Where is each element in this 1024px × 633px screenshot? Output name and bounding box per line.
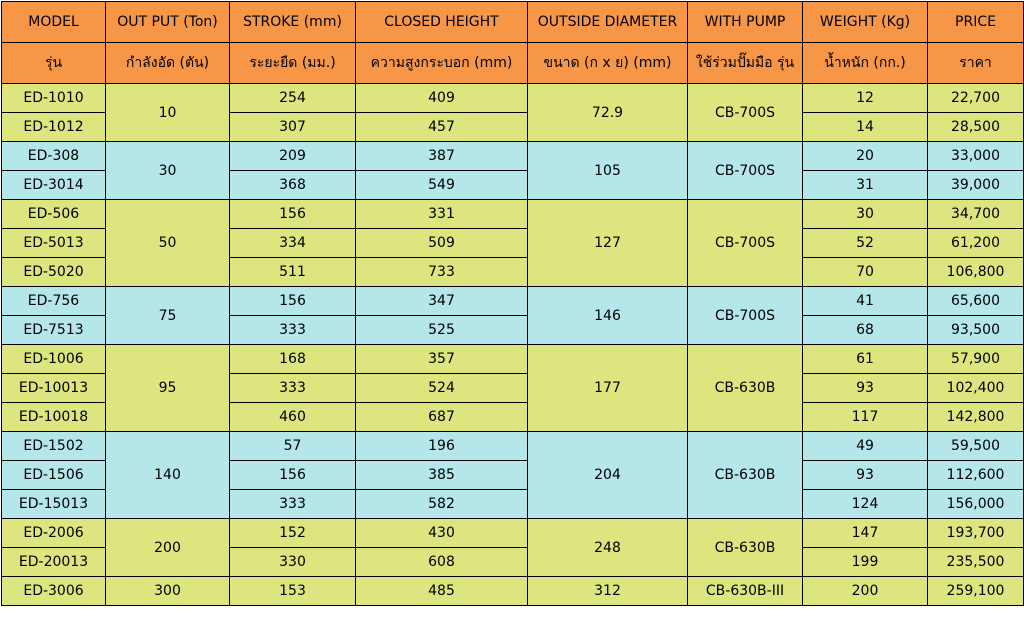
pump-cell: CB-630B [688,432,803,519]
header-output-th: กำลังอัด (ตัน) [106,43,230,84]
table-row [2,519,1024,548]
closed-height-cell: 457 [356,113,528,142]
stroke-cell: 333 [230,374,356,403]
model-cell: ED-3014 [2,171,106,200]
weight-cell: 199 [803,548,928,577]
price-cell: 142,800 [928,403,1024,432]
header-closed-height-th: ความสูงกระบอก (mm) [356,43,528,84]
stroke-cell: 460 [230,403,356,432]
pump-cell: CB-630B [688,345,803,432]
price-cell: 39,000 [928,171,1024,200]
weight-cell: 93 [803,374,928,403]
model-cell: ED-1506 [2,461,106,490]
header-output: OUT PUT (Ton) [106,2,230,43]
weight-cell: 124 [803,490,928,519]
header-weight-th: น้ำหนัก (กก.) [803,43,928,84]
weight-cell: 61 [803,345,928,374]
diameter-cell: 204 [528,432,688,519]
price-cell: 59,500 [928,432,1024,461]
model-cell: ED-3006 [2,577,106,606]
model-cell: ED-10018 [2,403,106,432]
closed-height-cell: 524 [356,374,528,403]
price-cell: 28,500 [928,113,1024,142]
price-cell: 193,700 [928,519,1024,548]
weight-cell: 14 [803,113,928,142]
pump-cell: CB-630B-III [688,577,803,606]
closed-height-cell: 608 [356,548,528,577]
price-cell: 235,500 [928,548,1024,577]
output-cell: 200 [106,519,230,577]
closed-height-cell: 409 [356,84,528,113]
weight-cell: 52 [803,229,928,258]
model-cell: ED-308 [2,142,106,171]
closed-height-cell: 733 [356,258,528,287]
weight-cell: 49 [803,432,928,461]
diameter-cell: 105 [528,142,688,200]
output-cell: 75 [106,287,230,345]
price-cell: 61,200 [928,229,1024,258]
pump-cell: CB-700S [688,200,803,287]
stroke-cell: 307 [230,113,356,142]
closed-height-cell: 331 [356,200,528,229]
weight-cell: 31 [803,171,928,200]
stroke-cell: 57 [230,432,356,461]
header-pump: WITH PUMP [688,2,803,43]
closed-height-cell: 357 [356,345,528,374]
header-row-en [2,2,1024,43]
model-cell: ED-15013 [2,490,106,519]
closed-height-cell: 509 [356,229,528,258]
price-cell: 22,700 [928,84,1024,113]
model-cell: ED-1502 [2,432,106,461]
stroke-cell: 368 [230,171,356,200]
stroke-cell: 168 [230,345,356,374]
closed-height-cell: 347 [356,287,528,316]
price-cell: 259,100 [928,577,1024,606]
stroke-cell: 334 [230,229,356,258]
closed-height-cell: 387 [356,142,528,171]
weight-cell: 200 [803,577,928,606]
header-price: PRICE [928,2,1024,43]
closed-height-cell: 385 [356,461,528,490]
stroke-cell: 254 [230,84,356,113]
weight-cell: 30 [803,200,928,229]
pump-cell: CB-700S [688,142,803,200]
header-stroke: STROKE (mm) [230,2,356,43]
diameter-cell: 127 [528,200,688,287]
closed-height-cell: 687 [356,403,528,432]
closed-height-cell: 430 [356,519,528,548]
stroke-cell: 209 [230,142,356,171]
pump-cell: CB-700S [688,287,803,345]
price-cell: 33,000 [928,142,1024,171]
output-cell: 300 [106,577,230,606]
header-price-th: ราคา [928,43,1024,84]
price-cell: 102,400 [928,374,1024,403]
pump-cell: CB-700S [688,84,803,142]
output-cell: 95 [106,345,230,432]
weight-cell: 20 [803,142,928,171]
table-row [2,142,1024,171]
weight-cell: 12 [803,84,928,113]
output-cell: 50 [106,200,230,287]
model-cell: ED-756 [2,287,106,316]
diameter-cell: 177 [528,345,688,432]
header-weight: WEIGHT (Kg) [803,2,928,43]
stroke-cell: 153 [230,577,356,606]
header-closed-height: CLOSED HEIGHT [356,2,528,43]
pump-cell: CB-630B [688,519,803,577]
table-row [2,200,1024,229]
header-pump-th: ใช้ร่วมปั๊มมือ รุ่น [688,43,803,84]
stroke-cell: 511 [230,258,356,287]
stroke-cell: 330 [230,548,356,577]
closed-height-cell: 485 [356,577,528,606]
model-cell: ED-2006 [2,519,106,548]
table-body [2,84,1024,606]
stroke-cell: 156 [230,200,356,229]
table-row [2,287,1024,316]
header-outside-diameter-th: ขนาด (ก x ย) (mm) [528,43,688,84]
closed-height-cell: 582 [356,490,528,519]
header-model: MODEL [2,2,106,43]
price-cell: 65,600 [928,287,1024,316]
weight-cell: 41 [803,287,928,316]
closed-height-cell: 525 [356,316,528,345]
header-stroke-th: ระยะยืด (มม.) [230,43,356,84]
stroke-cell: 156 [230,461,356,490]
model-cell: ED-506 [2,200,106,229]
model-cell: ED-10013 [2,374,106,403]
stroke-cell: 333 [230,490,356,519]
model-cell: ED-7513 [2,316,106,345]
header-model-th: รุ่น [2,43,106,84]
price-cell: 34,700 [928,200,1024,229]
diameter-cell: 248 [528,519,688,577]
stroke-cell: 156 [230,287,356,316]
model-cell: ED-1010 [2,84,106,113]
model-cell: ED-20013 [2,548,106,577]
diameter-cell: 72.9 [528,84,688,142]
diameter-cell: 312 [528,577,688,606]
closed-height-cell: 549 [356,171,528,200]
price-cell: 112,600 [928,461,1024,490]
weight-cell: 93 [803,461,928,490]
table-row [2,432,1024,461]
weight-cell: 68 [803,316,928,345]
header-outside-diameter: OUTSIDE DIAMETER [528,2,688,43]
model-cell: ED-1012 [2,113,106,142]
weight-cell: 147 [803,519,928,548]
header-row-th [2,43,1024,84]
price-cell: 156,000 [928,490,1024,519]
model-cell: ED-1006 [2,345,106,374]
weight-cell: 70 [803,258,928,287]
price-table [1,1,1024,606]
price-cell: 93,500 [928,316,1024,345]
output-cell: 140 [106,432,230,519]
stroke-cell: 152 [230,519,356,548]
output-cell: 30 [106,142,230,200]
model-cell: ED-5013 [2,229,106,258]
model-cell: ED-5020 [2,258,106,287]
table-row [2,345,1024,374]
diameter-cell: 146 [528,287,688,345]
price-cell: 106,800 [928,258,1024,287]
table-row [2,84,1024,113]
weight-cell: 117 [803,403,928,432]
output-cell: 10 [106,84,230,142]
closed-height-cell: 196 [356,432,528,461]
stroke-cell: 333 [230,316,356,345]
price-cell: 57,900 [928,345,1024,374]
table-row [2,577,1024,606]
